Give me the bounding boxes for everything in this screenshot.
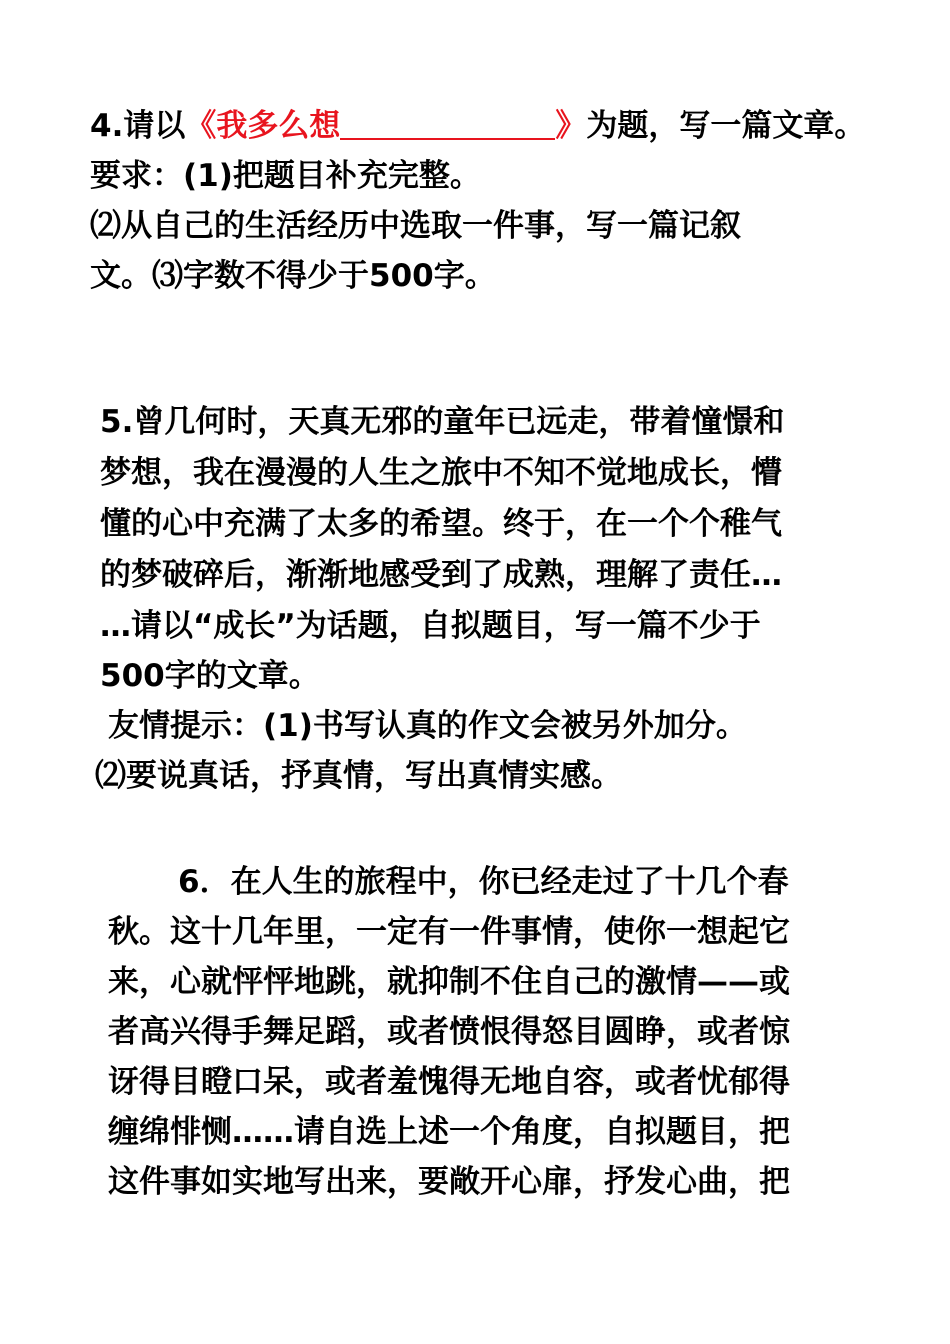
q5-line-6: 500字的文章。 — [100, 658, 320, 694]
q4-suffix: 为题，写一篇文章。 — [586, 108, 866, 144]
q4-line-1 — [90, 106, 865, 146]
q4-title-close: 》 — [555, 108, 587, 144]
q6-line-4: 者高兴得手舞足蹈，或者愤恨得怒目圆睁，或者惊 — [108, 1014, 790, 1050]
q4-title-open: 《我多么想 — [185, 108, 341, 144]
q6-line-1: 6．在人生的旅程中，你已经走过了十几个春 — [178, 864, 789, 900]
q5-tip-1: 友情提示：(1)书写认真的作文会被另外加分。 — [108, 708, 747, 744]
q6-line-6: 缠绵悱恻……请自选上述一个角度，自拟题目，把 — [108, 1114, 790, 1150]
q5-line-3: 懂的心中充满了太多的希望。终于，在一个个稚气 — [100, 506, 782, 542]
q4-line-2: 要求：(1)把题目补充完整。 — [90, 158, 481, 194]
q4-line-3: ⑵从自己的生活经历中选取一件事，写一篇记叙 — [90, 208, 741, 244]
q4-title-blank — [340, 108, 555, 140]
q5-line-2: 梦想，我在漫漫的人生之旅中不知不觉地成长，懵 — [100, 455, 782, 491]
q5-tip-2: ⑵要说真话，抒真情，写出真情实感。 — [95, 758, 622, 794]
q6-line-3: 来，心就怦怦地跳，就抑制不住自己的激情——或 — [108, 964, 790, 1000]
q4-line-4: 文。⑶字数不得少于500字。 — [90, 258, 496, 294]
q5-line-5: …请以“成长”为话题，自拟题目，写一篇不少于 — [100, 608, 761, 644]
q4-prefix: 4.请以 — [90, 108, 186, 144]
q5-line-1: 5.曾几何时，天真无邪的童年已远走，带着憧憬和 — [100, 404, 785, 440]
q5-line-4: 的梦破碎后，渐渐地感受到了成熟，理解了责任… — [100, 557, 782, 593]
q6-line-2: 秋。这十几年里，一定有一件事情，使你一想起它 — [108, 914, 790, 950]
q6-line-5: 讶得目瞪口呆，或者羞愧得无地自容，或者忧郁得 — [108, 1064, 790, 1100]
q6-line-7: 这件事如实地写出来，要敞开心扉，抒发心曲，把 — [108, 1164, 790, 1200]
